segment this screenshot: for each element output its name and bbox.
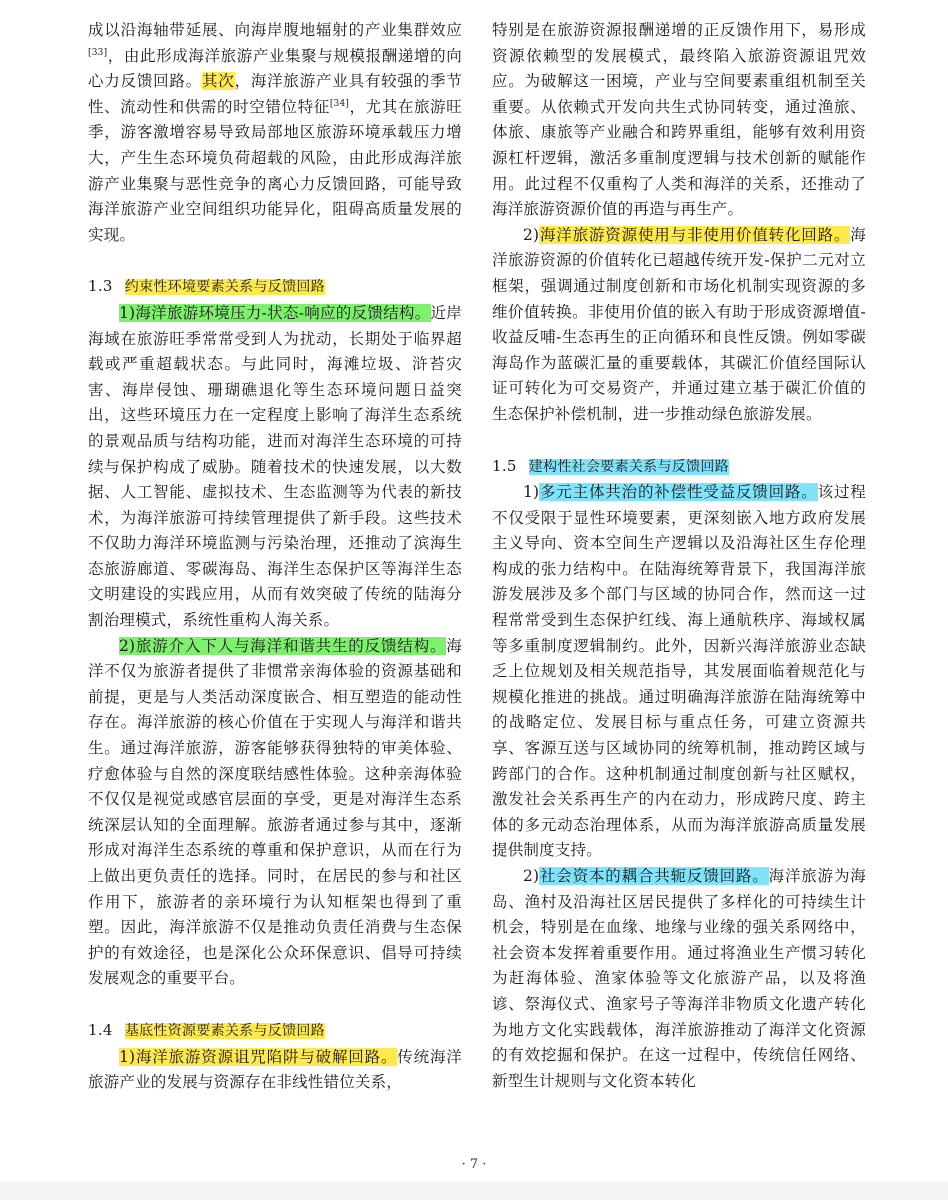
paragraph: 特别是在旅游资源报酬递增的正反馈作用下，易形成资源依赖型的发展模式，最终陷入旅游资源诅咒效应。为破解这一困境，产业与空间要素重组机制至关重要。从依赖式开发向共生式协同转变，通过渔旅、体旅、康旅等产业融合和跨界重组，能够有效利用资源杠杆逻辑，激活多重制度逻辑与技术创新的赋能作用。此过程不仅重构了人类和海洋的关系，还推动了海洋旅游资源价值的再造与再生产。 [492,21,866,219]
highlight-blue: 多元主体共治的补偿性受益反馈回路。 [539,483,818,502]
paragraph [492,480,866,864]
text-run: 海洋不仅为旅游者提供了非惯常亲海体验的资源基础和前提，更是与人类活动深度嵌合、相互塑造的能动性存在。海洋旅游的核心价值在于实现人与海洋和谐共生。通过海洋旅游，游客能够获得独特的审美体验、疗愈体验与自然的深度联结感性体验。这种亲海体验不仅仅是视觉或感官层面的享受，更是对海洋生态系统深层认知的全面理解。旅游者通过参与其中，逐渐形成对海洋生态系统的尊重和保护意识，从而在行为上做出更负责任的选择。同时，在居民的参与和社区作用下，旅游者的亲环境行为认知框架也得到了重塑。因此，海洋旅游不仅是推动负责任消费与生态保护的有效途径，也是深化公众环保意识、倡导可持续发展观念的重要平台。 [88,636,462,988]
right-column [492,18,866,1094]
highlight-yellow: 1)海洋旅游资源诅咒陷阱与破解回路。 [119,1047,398,1066]
text-run: 成以沿海轴带延展、向海岸腹地辐射的产业集群效应 [88,21,462,39]
section-title: 建构性社会要素关系与反馈回路 [528,458,729,475]
highlight-green: 1)海洋旅游环境压力-状态-响应的反馈结构。 [119,303,431,322]
text-run: ，海洋旅游产业具有较强的季节性、流动性和供需的时空错位特征 [88,72,462,116]
section-number: 1.3 [88,277,113,296]
bottom-strip [0,1181,948,1200]
text-run: 近岸海域在旅游旺季常常受到人为扰动，长期处于临界超载或严重超载状态。与此同时，海滩垃圾、浒苔灾害、海岸侵蚀、珊瑚礁退化等生态环境问题日益突出，这些环境压力在一定程度上影响了海洋生态系统的景观品质与结构功能，进而对海洋生态环境的可持续与保护构成了威胁。随着技术的快速发展，以大数据、人工智能、虚拟技术、生态监测等为代表的新技术，为海洋旅游可持续管理提供了新手段。这些技术不仅助力海洋环境监测与污染治理，还推动了滨海生态旅游廊道、零碳海岛、海洋生态保护区等海洋生态文明建设的实践应用，从而有效突破了传统的陆海分割治理模式，系统性重构人海关系。 [88,303,462,630]
paragraph [88,301,462,634]
paragraph [88,634,462,992]
highlight-yellow: 其次 [202,72,235,91]
section-number: 1.4 [88,1020,113,1039]
text-run: 海洋旅游为海岛、渔村及沿海社区居民提供了多样化的可持续生计机会，特别是在血缘、地缘与业缘的强关系网络中，社会资本发挥着重要作用。通过将渔业生产惯习转化为赶海体验、渔家体验等文化旅游产品，以及将渔谚、祭海仪式、渔家号子等海洋非物质文化遗产转化为地方文化实践载体，海洋旅游推动了海洋文化资源的有效挖掘和保护。在这一过程中，传统信任网络、新型生计规则与文化资本转化 [492,867,866,1090]
section-heading-1-3 [88,274,462,301]
section-heading-1-5 [492,454,866,481]
highlight-green: 2)旅游介入下人与海洋和谐共生的反馈结构。 [119,636,447,655]
item-number: 2) [523,867,540,885]
paragraph [492,864,866,1094]
citation-ref: [34] [329,98,350,109]
section-title: 基底性资源要素关系与反馈回路 [124,1022,325,1039]
left-column [88,18,462,1096]
page-number: · 7 · [461,1157,487,1172]
item-number: 2) [523,225,540,244]
section-number: 1.5 [492,456,517,475]
section-title: 约束性环境要素关系与反馈回路 [124,279,325,296]
paragraph [88,1045,462,1096]
text-run: ，尤其在旅游旺季，游客激增容易导致局部地区旅游环境承载压力增大，产生生态环境负荷超载的风险，由此形成海洋旅游产业集聚与恶性竞争的离心力反馈回路，可能导致海洋旅游产业空间组织功能异化，阻碍高质量发展的实现。 [88,97,462,244]
text-run: 传统海洋旅游产业的发展与资源存在非线性错位关系， [88,1047,462,1092]
paragraph [88,18,462,248]
highlight-blue: 社会资本的耦合共轭反馈回路。 [539,867,769,885]
paragraph [492,223,866,428]
text-run: 海洋旅游资源的价值转化已超越传统开发-保护二元对立框架，强调通过制度创新和市场化机制实现资源的多维价值转换。非使用价值的嵌入有助于形成资源增值-收益反哺-生态再生的正向循环和良性反馈。例如零碳海岛作为蓝碳汇量的重要载体，其碳汇价值经国际认证可转化为可交易资产，并通过建立基于碳汇价值的生态保护补偿机制，进一步推动绿色旅游发展。 [492,225,866,423]
text-run: ，由此形成海洋旅游产业集聚与规模报酬递增的向心力反馈回路。 [88,46,462,91]
item-number: 1) [523,483,540,502]
citation-ref: [33] [88,47,108,58]
section-heading-1-4 [88,1018,462,1045]
text-run: 该过程不仅受限于显性环境要素，更深刻嵌入地方政府发展主义导向、资本空间生产逻辑以及沿海社区生存伦理构成的张力结构中。在陆海统筹背景下，我国海洋旅游发展涉及多个部门与区域的协同合作，然而这一过程常常受到生态保护红线、海上通航秩序、海域权属等多重制度逻辑制约。此外，因新兴海洋旅游业态缺乏上位规划及相关规范指导，其发展面临着规范化与规模化推进的挑战。通过明确海洋旅游在陆海统筹中的战略定位、发展目标与重点任务，可建立资源共享、客源互送与区域协同的统筹机制，推动跨区域与跨部门的合作。这种机制通过制度创新与社区赋权，激发社会关系再生产的内在动力，形成跨尺度、跨主体的多元动态治理体系，从而为海洋旅游高质量发展提供制度支持。 [492,483,866,860]
highlight-yellow: 海洋旅游资源使用与非使用价值转化回路。 [539,225,851,244]
